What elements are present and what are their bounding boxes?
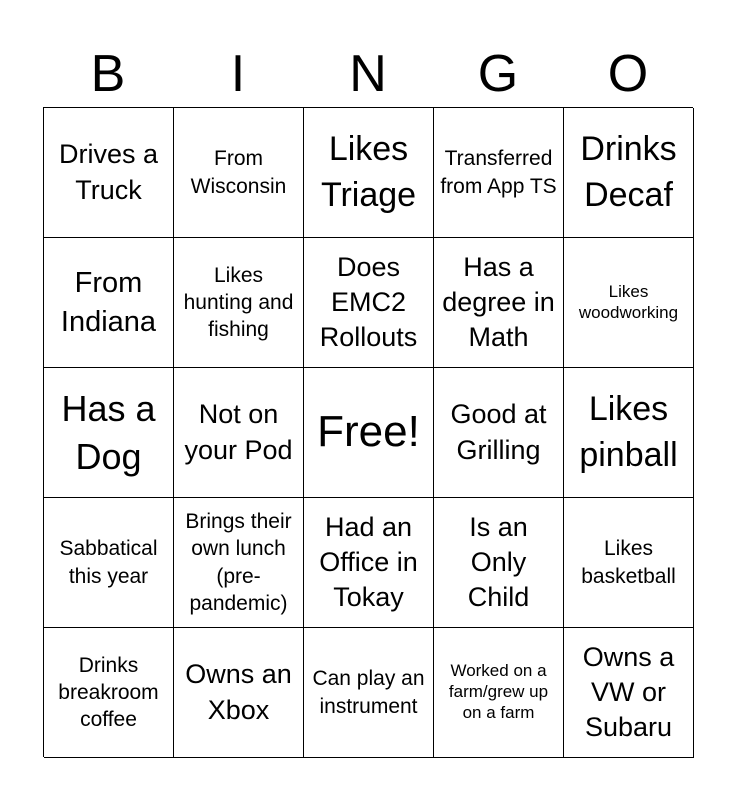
cell-text: Likes Triage <box>320 129 417 214</box>
bingo-cell-i5[interactable] <box>174 628 304 758</box>
bingo-cell-b2[interactable] <box>44 238 174 368</box>
cell-text: Has a Dog <box>61 387 156 477</box>
cell-text: Brings their own lunch (pre-pandemic) <box>185 509 292 615</box>
bingo-cell-i3[interactable] <box>174 368 304 498</box>
header-letter-i: I <box>230 45 246 103</box>
cell-text: Does EMC2 Rollouts <box>319 251 418 353</box>
cell-text: Not on your Pod <box>184 399 293 465</box>
bingo-cell-o3[interactable] <box>564 368 694 498</box>
bingo-cell-o4[interactable] <box>564 498 694 628</box>
bingo-cell-o1[interactable] <box>564 108 694 238</box>
cell-text: Transferred from App TS <box>440 147 557 198</box>
bingo-board <box>43 107 693 757</box>
bingo-cell-free[interactable] <box>304 368 434 498</box>
header-letter-o: O <box>607 45 649 103</box>
header-letter-n: N <box>349 45 387 103</box>
cell-text: Is an Only Child <box>467 511 530 613</box>
bingo-cell-i2[interactable] <box>174 238 304 368</box>
bingo-cell-n4[interactable] <box>304 498 434 628</box>
cell-text: Worked on a farm/grew up on a farm <box>448 661 549 722</box>
bingo-cell-i1[interactable] <box>174 108 304 238</box>
cell-text: Sabbatical this year <box>59 537 158 588</box>
cell-text: Had an Office in Tokay <box>319 511 418 613</box>
cell-text: Likes pinball <box>579 389 678 474</box>
cell-text: Owns an Xbox <box>185 659 292 725</box>
header-letter-g: G <box>477 45 519 103</box>
bingo-cell-g5[interactable] <box>434 628 564 758</box>
bingo-cell-b1[interactable] <box>44 108 174 238</box>
bingo-cell-i4[interactable] <box>174 498 304 628</box>
cell-text: Likes hunting and fishing <box>183 263 294 342</box>
bingo-header <box>43 40 693 108</box>
cell-text: Drives a Truck <box>58 139 159 205</box>
bingo-cell-n1[interactable] <box>304 108 434 238</box>
cell-text: Good at Grilling <box>450 399 547 465</box>
cell-text: Owns a VW or Subaru <box>582 641 675 743</box>
cell-text: Can play an instrument <box>312 667 425 718</box>
bingo-cell-g4[interactable] <box>434 498 564 628</box>
cell-text: Drinks Decaf <box>580 129 677 214</box>
bingo-cell-n2[interactable] <box>304 238 434 368</box>
bingo-cell-b3[interactable] <box>44 368 174 498</box>
bingo-cell-g1[interactable] <box>434 108 564 238</box>
cell-text: From Wisconsin <box>190 147 287 198</box>
header-letter-b: B <box>90 45 126 103</box>
bingo-cell-b4[interactable] <box>44 498 174 628</box>
bingo-cell-o2[interactable] <box>564 238 694 368</box>
cell-text: Likes woodworking <box>578 281 679 322</box>
cell-text: Likes basketball <box>581 537 676 588</box>
bingo-cell-g3[interactable] <box>434 368 564 498</box>
cell-text: From Indiana <box>60 266 157 338</box>
bingo-cell-o5[interactable] <box>564 628 694 758</box>
bingo-cell-g2[interactable] <box>434 238 564 368</box>
bingo-cell-n5[interactable] <box>304 628 434 758</box>
bingo-cell-b5[interactable] <box>44 628 174 758</box>
cell-text: Free! <box>317 407 420 457</box>
cell-text: Has a degree in Math <box>442 251 555 353</box>
cell-text: Drinks breakroom coffee <box>58 653 159 732</box>
